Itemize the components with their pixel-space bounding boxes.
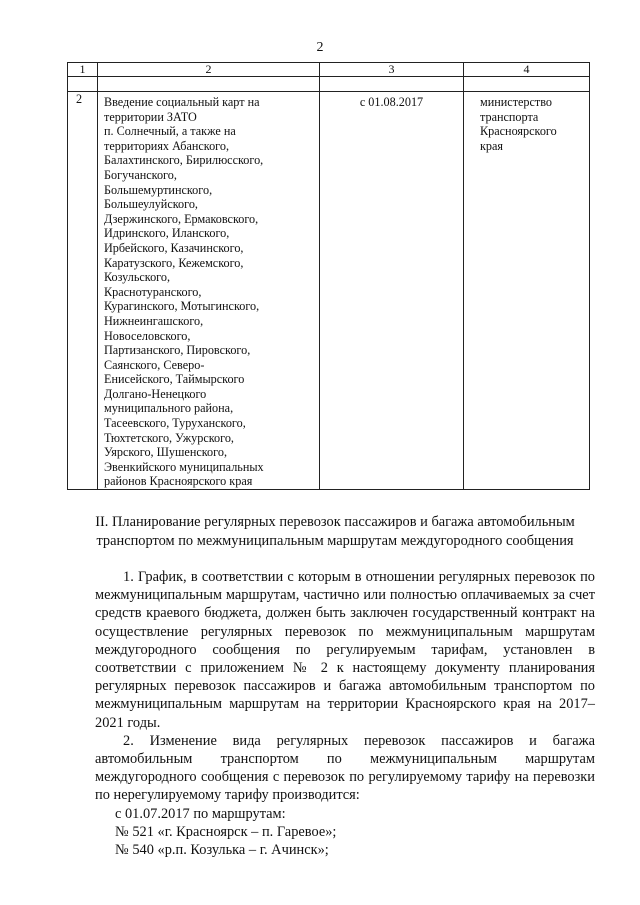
header-col-4: 4 bbox=[464, 63, 590, 77]
paragraph-1: 1. График, в соответствии с которым в отношении регулярных перевозок по межмуниципальным маршрутам, частично или полностью оплачиваемых за счет средств краевого бюджета, должен быть заключен государственный контракт на осуществление регулярных перевозок по межмуниципальным маршрутам междугородного сообщения по регулируемым тарифам, установлен в соответствии с приложением № 2 к настоящему документу планирования регулярных перевозок пассажиров и багажа автомобильным транспортом по межмуниципальным маршрутам на территории Красноярского края на 2017–2021 годы. bbox=[95, 569, 595, 731]
route-item: № 540 «р.п. Козулька – г. Ачинск»; bbox=[115, 842, 329, 859]
table-row bbox=[68, 92, 590, 490]
body-text bbox=[95, 568, 595, 859]
spacer-cell bbox=[320, 77, 464, 92]
header-col-2: 2 bbox=[98, 63, 320, 77]
header-col-1: 1 bbox=[68, 63, 98, 77]
section-heading-line-1: II. Планирование регулярных перевозок пассажиров и багажа автомобильным bbox=[95, 514, 575, 530]
row-description-text: Введение социальный карт на территории ЗАТО п. Солнечный, а также на территориях Абанского, Балахтинского, Бирилюсского, Богучанского, Большемуртинского, Большеулуйского, Дзержинского, Ермаковского, Идринского, Иланского, Ирбейского, Казачинского, Каратузского, Кежемского, Козульского, Краснотуранского, Курагинского, Мотыгинского, Нижнеингашского, Новоселовского, Партизанского, Пировского, Саянского, Северо- Енисейского, Таймырского Долгано-Ненецкого муниципального района, Тасеевского, Туруханского, Тюхтетского, Ужурского, Уярского, Шушенского, Эвенкийского муниципальных районов Красноярского края bbox=[104, 95, 264, 489]
section-heading-line-2: транспортом по межмуниципальным маршрутам междугородного сообщения bbox=[96, 533, 574, 549]
table-spacer-row bbox=[68, 77, 590, 92]
row-number: 2 bbox=[68, 92, 98, 490]
paragraph-2: 2. Изменение вида регулярных перевозок пассажиров и багажа автомобильным транспортом по межмуниципальным маршрутам междугородного сообщения с перевозок по регулируемому тарифу на перевозки по нерегулируемому тарифу производится: bbox=[95, 732, 595, 804]
row-description bbox=[98, 92, 320, 490]
route-date-line: с 01.07.2017 по маршрутам: bbox=[115, 805, 286, 822]
route-item: № 521 «г. Красноярск – п. Гаревое»; bbox=[115, 823, 337, 840]
page-number: 2 bbox=[316, 40, 324, 55]
row-responsible bbox=[464, 92, 590, 490]
header-col-3: 3 bbox=[320, 63, 464, 77]
table-header-row bbox=[68, 63, 590, 77]
spacer-cell bbox=[464, 77, 590, 92]
row-date: с 01.08.2017 bbox=[320, 92, 464, 490]
spacer-cell bbox=[98, 77, 320, 92]
spacer-cell bbox=[68, 77, 98, 92]
section-heading bbox=[50, 513, 620, 551]
row-responsible-text: министерство транспорта Красноярского края bbox=[480, 95, 557, 153]
schedule-table bbox=[67, 62, 590, 490]
